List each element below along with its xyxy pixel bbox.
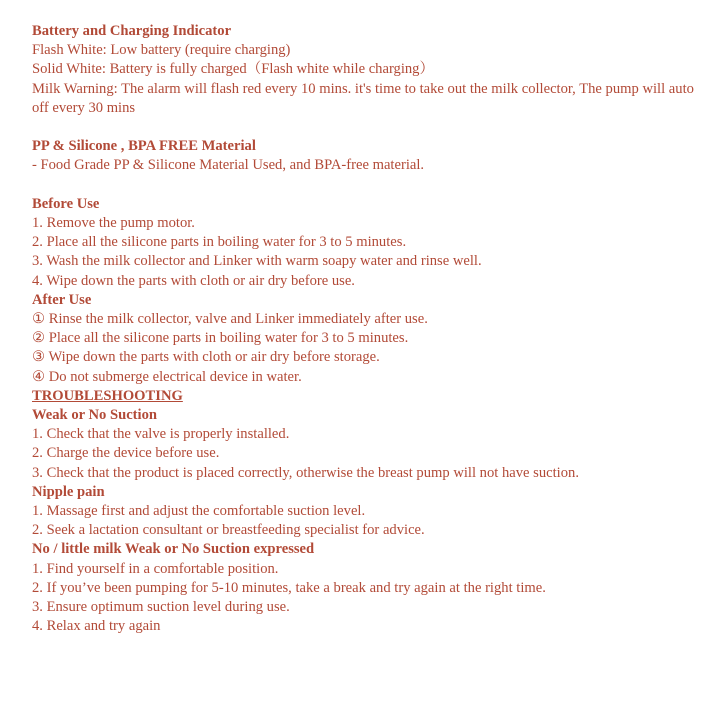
after-use-step-4: ④ Do not submerge electrical device in water. <box>32 368 302 385</box>
battery-line-2: Solid White: Battery is fully charged（Flash white while charging） <box>32 61 435 78</box>
nipple-pain-heading: Nipple pain <box>32 483 105 500</box>
weak-suction-heading: Weak or No Suction <box>32 407 158 424</box>
nipple-pain-step-1: 1. Massage first and adjust the comfortable suction level. <box>32 503 366 520</box>
weak-suction-step-1: 1. Check that the valve is properly installed. <box>32 426 290 443</box>
little-milk-step-4: 4. Relax and try again <box>32 618 161 635</box>
before-use-step-3: 3. Wash the milk collector and Linker with warm soapy water and rinse well. <box>32 253 482 270</box>
weak-suction-step-2: 2. Charge the device before use. <box>32 445 220 462</box>
after-use-step-3: ③ Wipe down the parts with cloth or air dry before storage. <box>32 349 380 366</box>
troubleshooting-heading: TROUBLESHOOTING <box>32 387 183 404</box>
material-line-1: - Food Grade PP & Silicone Material Used, and BPA-free material. <box>32 157 425 174</box>
before-use-step-2: 2. Place all the silicone parts in boiling water for 3 to 5 minutes. <box>32 234 407 251</box>
before-use-heading: Before Use <box>32 195 100 212</box>
little-milk-heading: No / little milk Weak or No Suction expressed <box>32 541 315 558</box>
before-use-step-4: 4. Wipe down the parts with cloth or air dry before use. <box>32 272 355 289</box>
spacer <box>32 176 702 195</box>
product-description <box>32 22 702 636</box>
spacer <box>32 118 702 137</box>
little-milk-step-1: 1. Find yourself in a comfortable position. <box>32 560 279 577</box>
after-use-step-1: ① Rinse the milk collector, valve and Linker immediately after use. <box>32 311 428 328</box>
nipple-pain-step-2: 2. Seek a lactation consultant or breastfeeding specialist for advice. <box>32 522 425 539</box>
little-milk-step-2: 2. If you’ve been pumping for 5-10 minutes, take a break and try again at the right time. <box>32 579 546 596</box>
weak-suction-step-3: 3. Check that the product is placed correctly, otherwise the breast pump will not have suction. <box>32 464 579 481</box>
battery-heading: Battery and Charging Indicator <box>32 23 232 39</box>
battery-line-3: Milk Warning: The alarm will flash red every 10 mins. it's time to take out the milk collector, The pump will auto off every 30 mins <box>32 80 694 116</box>
battery-line-1: Flash White: Low battery (require charging) <box>32 42 291 59</box>
after-use-step-2: ② Place all the silicone parts in boiling water for 3 to 5 minutes. <box>32 330 409 347</box>
before-use-step-1: 1. Remove the pump motor. <box>32 215 195 231</box>
after-use-heading: After Use <box>32 291 92 308</box>
little-milk-step-3: 3. Ensure optimum suction level during use. <box>32 599 290 616</box>
material-heading: PP & Silicone , BPA FREE Material <box>32 138 256 155</box>
